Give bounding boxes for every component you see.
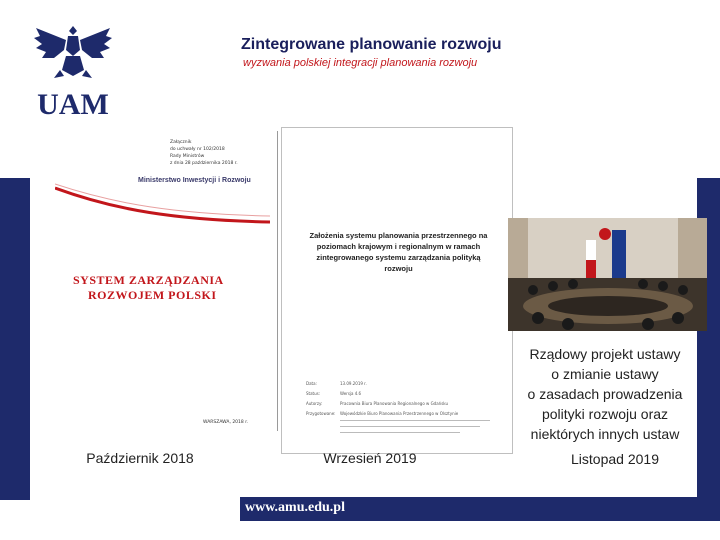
- doc2-text-line: [340, 432, 460, 433]
- doc2-title-line: poziomach krajowym i regionalnym w ramach: [316, 242, 481, 251]
- doc1-title-line: SYSTEM ZARZĄDZANIA: [73, 273, 224, 287]
- doc2-meta-label: Data:: [306, 381, 317, 386]
- doc2-shadow-line: [277, 131, 278, 431]
- bill-description-line: o zasadach prowadzenia: [527, 386, 683, 402]
- doc1-red-swoosh: [55, 180, 270, 230]
- doc2-title-line: zintegrowanego systemu zarządzania polityką: [316, 253, 481, 262]
- doc1-stamp-line: z dnia 28 października 2018 r.: [170, 161, 238, 166]
- doc1-stamp-line: do uchwały nr 102/2018: [170, 147, 225, 152]
- government-meeting-photo: [508, 218, 707, 331]
- slide-subtitle: wyzwania polskiej integracji planowania rozwoju: [243, 57, 478, 69]
- left-accent-bar: [0, 178, 30, 500]
- uam-logo: [30, 20, 116, 120]
- bill-description: [510, 344, 700, 444]
- doc1-footer: WARSZAWA, 2018 r.: [203, 420, 249, 425]
- logo-text: UAM: [37, 88, 109, 120]
- doc2-meta-value: Wersja 4.6: [340, 391, 362, 396]
- doc2-text-line: [340, 426, 480, 427]
- footer-url-link[interactable]: www.amu.edu.pl: [245, 500, 345, 515]
- doc2-meta-value: Wojewódzkie Biuro Planowania Przestrzennego w Olsztynie: [340, 411, 459, 416]
- doc2-text-line: [340, 420, 490, 421]
- doc2-meta-value: Pracownia Biura Planowania Regionalnego w Gdańsku: [340, 401, 449, 406]
- doc2-title: [296, 230, 501, 274]
- caption-november-2019: Listopad 2019: [571, 451, 659, 467]
- document-cover-2018: [55, 130, 270, 435]
- slide-title: Zintegrowane planowanie rozwoju: [241, 36, 502, 53]
- doc2-title-line: rozwoju: [384, 264, 413, 273]
- document-cover-2019: [281, 127, 513, 454]
- doc2-meta-label: Przygotowane:: [306, 411, 336, 416]
- doc2-meta-label: Status:: [306, 391, 321, 396]
- bill-description-line: niektórych innych ustaw: [530, 426, 680, 442]
- caption-october-2018: Październik 2018: [86, 450, 194, 466]
- doc2-title-line: Założenia systemu planowania przestrzennego na: [309, 231, 488, 240]
- doc1-title-line: ROZWOJEM POLSKI: [88, 288, 217, 302]
- doc1-stamp-line: Rady Ministrów: [170, 154, 205, 159]
- caption-september-2019: Wrzesień 2019: [323, 450, 417, 466]
- doc2-meta-value: 13.09.2019 r.: [340, 381, 367, 386]
- doc2-meta-label: Autorzy:: [306, 401, 323, 406]
- doc1-stamp-line: Załącznik: [170, 140, 192, 145]
- bill-description-line: polityki rozwoju oraz: [541, 406, 669, 422]
- doc1-ministry: Ministerstwo Inwestycji i Rozwoju: [138, 177, 251, 184]
- bill-description-line: o zmianie ustawy: [551, 366, 659, 382]
- bill-description-line: Rządowy projekt ustawy: [529, 346, 681, 362]
